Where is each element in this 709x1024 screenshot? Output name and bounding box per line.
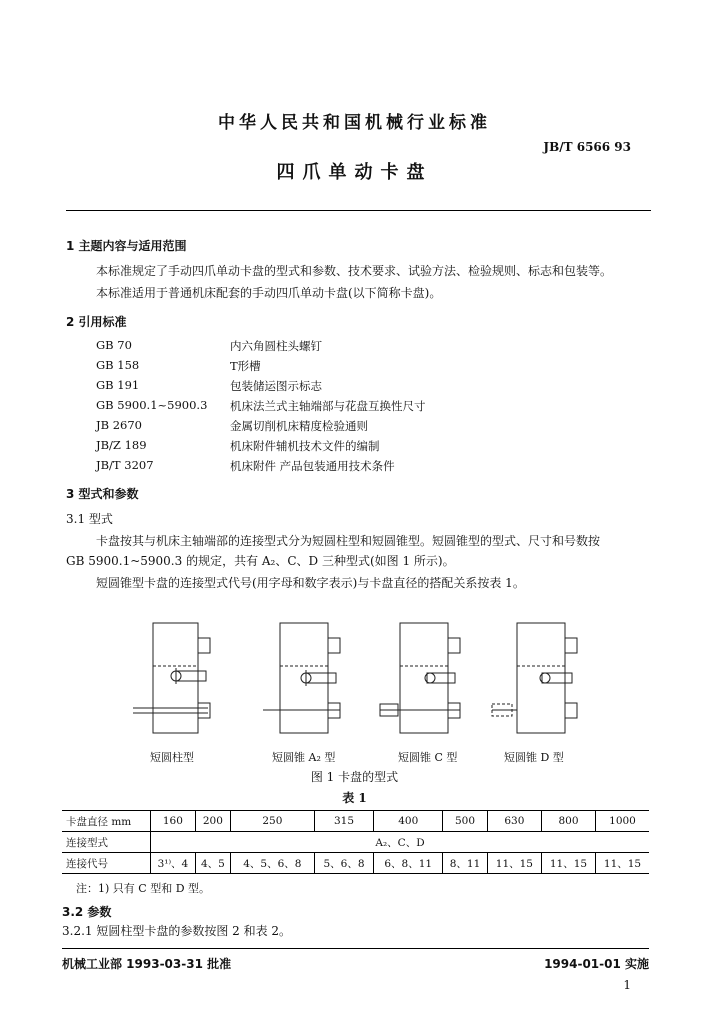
section3-heading: 3 型式和参数: [66, 487, 139, 501]
figure-caption: 图 1 卡盘的型式: [310, 770, 399, 784]
reference-code: GB 5900.1~5900.3: [96, 398, 208, 412]
code-cell: 3¹⁾、4: [151, 853, 196, 874]
reference-code: GB 158: [96, 358, 140, 372]
standard-number: JB/T 6566 93: [543, 140, 631, 154]
code-cell: 8、11: [443, 853, 488, 874]
diameter-cell: 250: [230, 811, 314, 832]
figure-label-1: 短圆柱型: [150, 751, 194, 764]
diameter-cell: 200: [195, 811, 230, 832]
reference-code: JB/Z 189: [96, 438, 147, 452]
section1-heading: 1 主题内容与适用范围: [66, 239, 187, 253]
table-row: [62, 853, 649, 874]
figure-label-4: 短圆锥 D 型: [504, 751, 564, 764]
figure-label-2: 短圆锥 A₂ 型: [272, 751, 336, 764]
section3-1-heading: 3.1 型式: [66, 512, 113, 526]
org-title: 中华人民共和国机械行业标准: [218, 113, 491, 133]
diameter-cell: 1000: [596, 811, 649, 832]
code-cell: 4、5: [195, 853, 230, 874]
reference-title: 机床附件辅机技术文件的编制: [230, 439, 380, 453]
code-cell: 6、8、11: [374, 853, 443, 874]
section3-2-heading: 3.2 参数: [62, 905, 112, 919]
table1-title: 表 1: [342, 791, 367, 805]
reference-title: 金属切削机床精度检验通则: [230, 419, 368, 433]
reference-code: JB 2670: [96, 418, 142, 432]
reference-title: 机床法兰式主轴端部与花盘互换性尺寸: [230, 399, 426, 413]
table1-note: 注：1) 只有 C 型和 D 型。: [76, 882, 211, 895]
row-label-connection: 连接型式: [62, 832, 151, 853]
reference-code: GB 191: [96, 378, 140, 392]
diameter-cell: 500: [443, 811, 488, 832]
section3-p1a: 卡盘按其与机床主轴端部的连接型式分为短圆柱型和短圆锥型。短圆锥型的型式、尺寸和号数按: [96, 534, 601, 548]
diameter-cell: 800: [541, 811, 595, 832]
code-cell: 11、15: [541, 853, 595, 874]
section3-p2: 短圆锥型卡盘的连接型式代号(用字母和数字表示)与卡盘直径的搭配关系按表 1。: [96, 576, 525, 590]
reference-title: 内六角圆柱头螺钉: [230, 339, 322, 353]
footer-rule: [62, 948, 649, 949]
connection-types: A₂、C、D: [151, 832, 650, 853]
table1: [62, 810, 649, 874]
section2-heading: 2 引用标准: [66, 315, 127, 329]
code-cell: 4、5、6、8: [230, 853, 314, 874]
chuck-drawing-2: [258, 618, 358, 738]
document-title: 四爪单动卡盘: [276, 162, 433, 183]
reference-title: 包装储运图示标志: [230, 379, 322, 393]
code-cell: 11、15: [487, 853, 541, 874]
section1-p2: 本标准适用于普通机床配套的手动四爪单动卡盘(以下简称卡盘)。: [96, 286, 442, 300]
reference-code: GB 70: [96, 338, 132, 352]
table-row: [62, 832, 649, 853]
header-rule: [66, 210, 651, 211]
chuck-drawing-3: [375, 618, 475, 738]
figure-label-3: 短圆锥 C 型: [398, 751, 458, 764]
page-number: 1: [623, 978, 631, 992]
code-cell: 11、15: [596, 853, 649, 874]
table-row: [62, 811, 649, 832]
diameter-cell: 160: [151, 811, 196, 832]
reference-title: T形槽: [230, 359, 261, 373]
reference-code: JB/T 3207: [96, 458, 154, 472]
approval-date: 机械工业部 1993-03-31 批准: [62, 957, 232, 971]
reference-title: 机床附件 产品包装通用技术条件: [230, 459, 395, 473]
diameter-cell: 400: [374, 811, 443, 832]
chuck-drawing-1: [128, 618, 228, 738]
diameter-cell: 315: [314, 811, 373, 832]
chuck-drawing-4: [487, 618, 587, 738]
implementation-date: 1994-01-01 实施: [544, 957, 649, 971]
code-cell: 5、6、8: [314, 853, 373, 874]
row-label-diameter: 卡盘直径 mm: [62, 811, 151, 832]
row-label-code: 连接代号: [62, 853, 151, 874]
diameter-cell: 630: [487, 811, 541, 832]
section3-p1b: GB 5900.1~5900.3 的规定，共有 A₂、C、D 三种型式(如图 1 所示)。: [66, 554, 455, 568]
section3-2-1: 3.2.1 短圆柱型卡盘的参数按图 2 和表 2。: [62, 924, 292, 938]
section1-p1: 本标准规定了手动四爪单动卡盘的型式和参数、技术要求、试验方法、检验规则、标志和包装等。: [96, 264, 613, 278]
